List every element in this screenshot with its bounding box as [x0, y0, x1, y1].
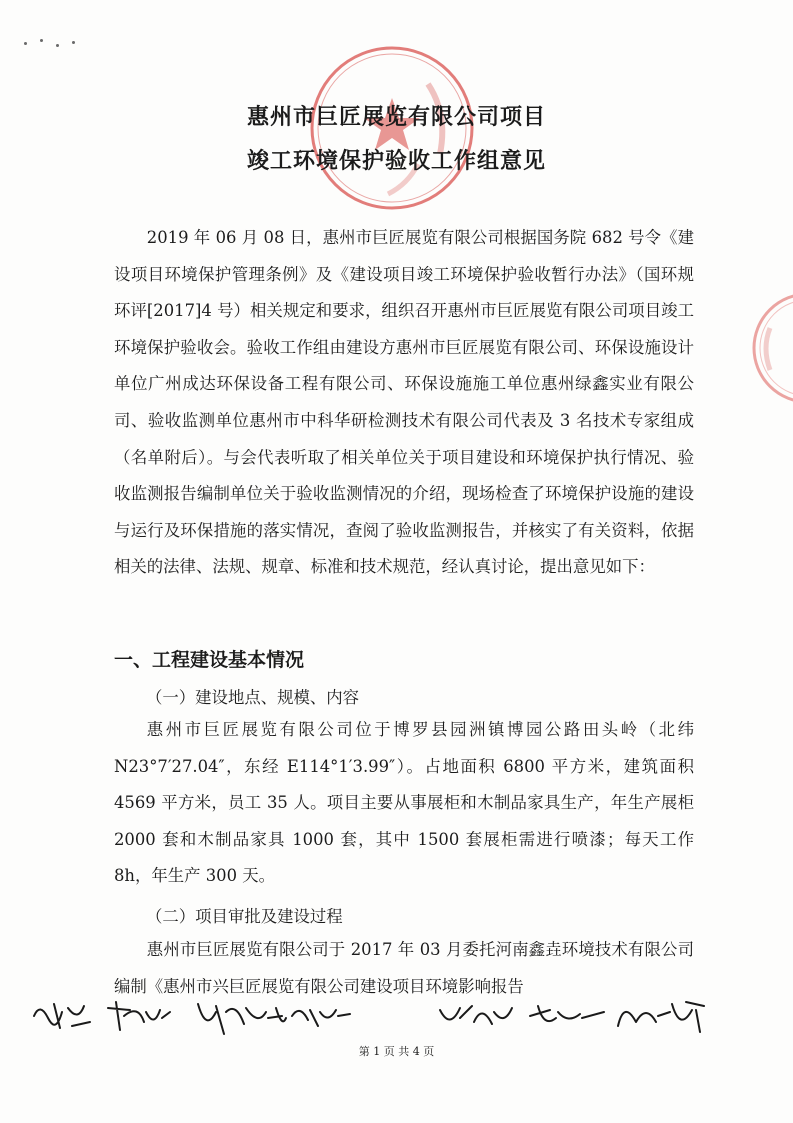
- section-heading-1: 一、工程建设基本情况: [114, 649, 305, 671]
- document-title-line-1: 惠州市巨匠展览有限公司项目: [246, 104, 546, 130]
- scan-specks: [22, 36, 82, 50]
- document-title-line-2: 竣工环境保护验收工作组意见: [246, 148, 546, 174]
- subsection-heading-approval: （二）项目审批及建设过程: [146, 907, 343, 926]
- intro-paragraph: 2019 年 06 月 08 日，惠州市巨匠展览有限公司根据国务院 682 号令《建设项目环境保护管理条例》及《建设项目竣工环境保护验收暂行办法》（国环规环评[2017]4 号）相关规定和要求，组织召开惠州市巨匠展览有限公司项目竣工环境保护验收会。验收工作组由建设方惠州市巨匠展览有限公司、环保设施设计单位广州成达环保设备工程有限公司、环保设施施工单位惠州绿鑫实业有限公司、验收监测单位惠州市中科华研检测技术有限公司代表及 3 名技术专家组成（名单附后）。与会代表听取了相关单位关于项目建设和环境保护执行情况、验收监测报告编制单位关于验收监测情况的介绍，现场检查了环境保护设施的建设与运行及环保措施的落实情况，查阅了验收监测报告，并核实了有关资料，依据相关的法律、法规、规章、标准和技术规范，经认真讨论，提出意见如下：: [114, 228, 694, 577]
- approval-paragraph: 惠州市巨匠展览有限公司于 2017 年 03 月委托河南鑫垚环境技术有限公司编制《惠州市兴巨匠展览有限公司建设项目环境影响报告: [114, 940, 694, 996]
- subsection-heading-location: （一）建设地点、规模、内容: [146, 688, 360, 707]
- location-paragraph: 惠州市巨匠展览有限公司位于博罗县园洲镇博园公路田头岭（北纬 N23°7′27.04″，东经 E114°1′3.99″）。占地面积 6800 平方米，建筑面积 4569 平方米，员工 35 人。项目主要从事展柜和木制品家具生产，年生产展柜 2000 套和木制品家具 1000 套，其中 1500 套展柜需进行喷漆；每天工作 8h，年生产 300 天。: [114, 720, 694, 886]
- partial-seal-edge: [748, 288, 793, 408]
- handwritten-signatures: [20, 982, 720, 1052]
- page-number: 第 1 页 共 4 页: [358, 1045, 435, 1058]
